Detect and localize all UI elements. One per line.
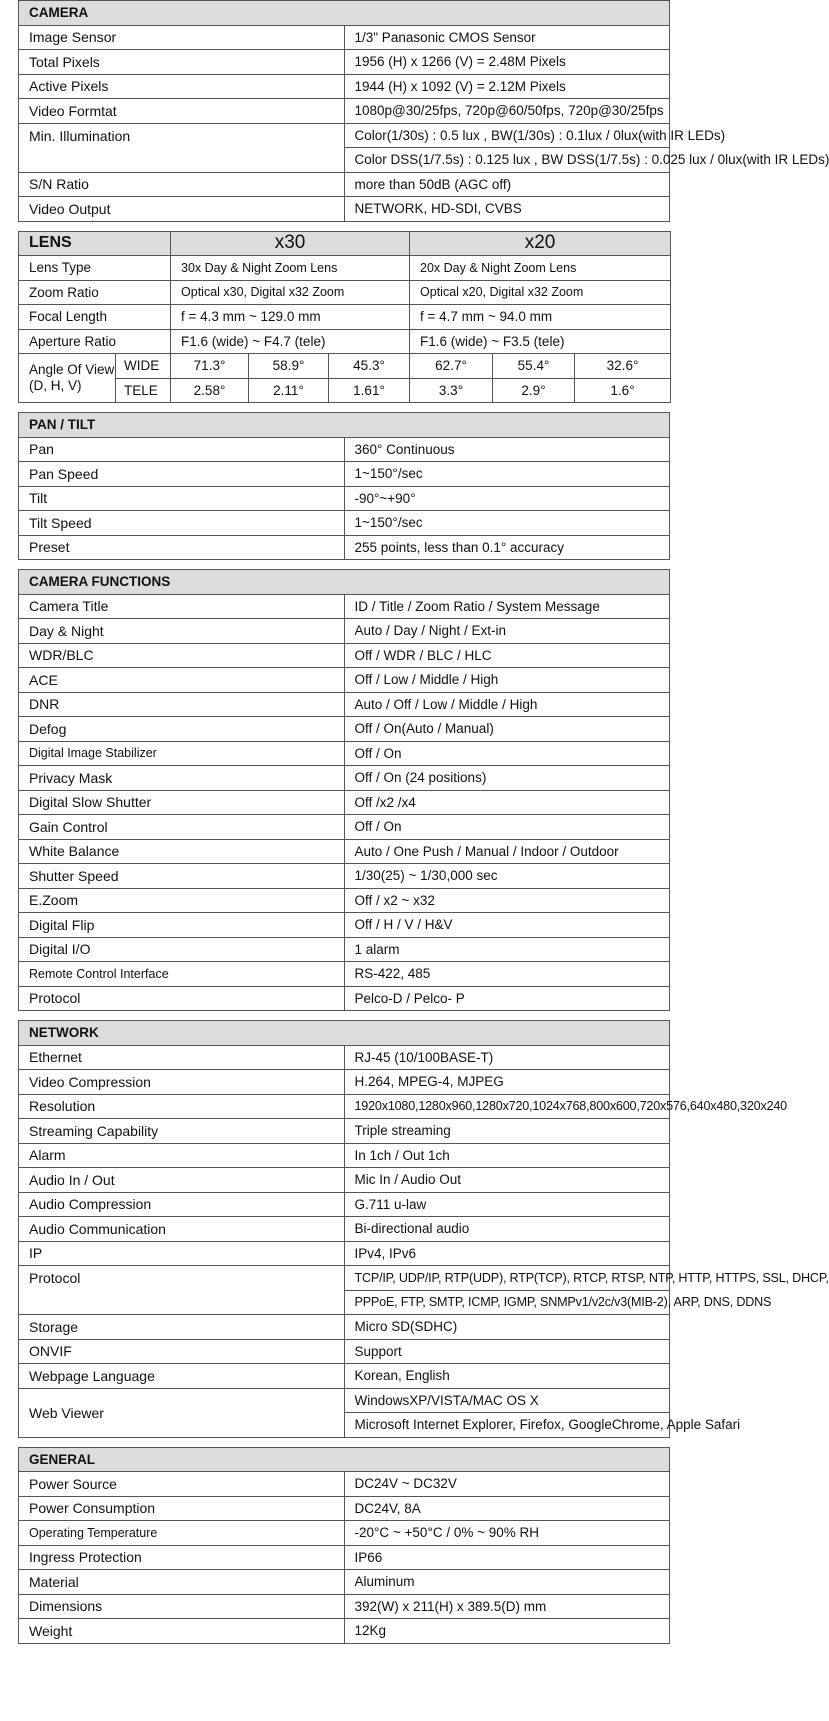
spec-row: Protocol TCP/IP, UDP/IP, RTP(UDP), RTP(TCP), RTCP, RTSP, NTP, HTTP, HTTPS, SSL, DHCP, xyxy=(19,1266,670,1291)
spec-row xyxy=(19,1545,670,1570)
spec-row xyxy=(19,535,670,560)
lens-column-x30: x30 xyxy=(171,231,410,256)
spec-value: Aluminum xyxy=(344,1570,670,1595)
section-title-pantilt: PAN / TILT xyxy=(19,413,670,438)
spec-row xyxy=(19,888,670,913)
spec-row xyxy=(19,717,670,742)
spec-row: Video Formtat 1080p@30/25fps, 720p@60/50fps, 720p@30/25fps xyxy=(19,99,670,124)
spec-label: Pan xyxy=(19,437,345,462)
spec-value: 360° Continuous xyxy=(344,437,670,462)
spec-row xyxy=(19,619,670,644)
spec-row: Microsoft Internet Explorer, Firefox, GoogleChrome, Apple Safari xyxy=(19,1413,670,1438)
spec-row: Web Viewer WindowsXP/VISTA/MAC OS X xyxy=(19,1388,670,1413)
spec-value: Off / On (24 positions) xyxy=(344,766,670,791)
spec-value: 255 points, less than 0.1° accuracy xyxy=(344,535,670,560)
spec-label: E.Zoom xyxy=(19,888,345,913)
spec-row: Color DSS(1/7.5s) : 0.125 lux , BW DSS(1/7.5s) : 0.025 lux / 0lux(with IR LEDs) xyxy=(19,148,670,173)
spec-label: White Balance xyxy=(19,839,345,864)
spec-value: 1~150°/sec xyxy=(344,511,670,536)
spec-value: Off / x2 ~ x32 xyxy=(344,888,670,913)
spec-row xyxy=(19,1594,670,1619)
section-camera xyxy=(18,0,829,222)
spec-row: Image Sensor 1/3" Panasonic CMOS Sensor xyxy=(19,25,670,50)
spec-label: Digital Slow Shutter xyxy=(19,790,345,815)
spec-row: Total Pixels 1956 (H) x 1266 (V) = 2.48M Pixels xyxy=(19,50,670,75)
spec-value: Off / On xyxy=(344,741,670,766)
spec-value: DC24V, 8A xyxy=(344,1496,670,1521)
spec-row xyxy=(19,594,670,619)
spec-row: Lens Type 30x Day & Night Zoom Lens 20x Day & Night Zoom Lens xyxy=(19,256,671,281)
spec-value: 1/30(25) ~ 1/30,000 sec xyxy=(344,864,670,889)
spec-label: Weight xyxy=(19,1619,345,1644)
spec-label: Power Source xyxy=(19,1472,345,1497)
section-title-camera: CAMERA xyxy=(19,1,670,26)
spec-row xyxy=(19,1521,670,1546)
spec-value: Auto / Off / Low / Middle / High xyxy=(344,692,670,717)
spec-value: Off / On xyxy=(344,815,670,840)
section-title-functions: CAMERA FUNCTIONS xyxy=(19,570,670,595)
section-title-network: NETWORK xyxy=(19,1021,670,1046)
spec-row xyxy=(19,692,670,717)
spec-row xyxy=(19,839,670,864)
spec-row xyxy=(19,462,670,487)
spec-row xyxy=(19,511,670,536)
spec-row: Storage Micro SD(SDHC) xyxy=(19,1315,670,1340)
section-pantilt xyxy=(18,412,670,560)
spec-row: Audio Compression G.711 u-law xyxy=(19,1192,670,1217)
spec-row: Video Output NETWORK, HD-SDI, CVBS xyxy=(19,197,670,222)
spec-value: 1 alarm xyxy=(344,937,670,962)
spec-label: Tilt Speed xyxy=(19,511,345,536)
spec-row: Streaming Capability Triple streaming xyxy=(19,1119,670,1144)
spec-label: Protocol xyxy=(19,986,345,1011)
spec-row: Audio In / Out Mic In / Audio Out xyxy=(19,1168,670,1193)
spec-value: Pelco-D / Pelco- P xyxy=(344,986,670,1011)
spec-label: Preset xyxy=(19,535,345,560)
spec-row xyxy=(19,643,670,668)
spec-row xyxy=(19,986,670,1011)
spec-value: Off / H / V / H&V xyxy=(344,913,670,938)
spec-row: IP IPv4, IPv6 xyxy=(19,1241,670,1266)
spec-label: Dimensions xyxy=(19,1594,345,1619)
spec-label: Digital Image Stabilizer xyxy=(19,741,345,766)
spec-label: Gain Control xyxy=(19,815,345,840)
spec-label: Operating Temperature xyxy=(19,1521,345,1546)
spec-row: Webpage Language Korean, English xyxy=(19,1364,670,1389)
section-lens xyxy=(18,231,670,404)
spec-row: Min. Illumination Color(1/30s) : 0.5 lux , BW(1/30s) : 0.1lux / 0lux(with IR LEDs) xyxy=(19,123,670,148)
spec-value: IP66 xyxy=(344,1545,670,1570)
spec-label: Privacy Mask xyxy=(19,766,345,791)
section-title-general: GENERAL xyxy=(19,1447,670,1472)
spec-label: WDR/BLC xyxy=(19,643,345,668)
spec-value: -20°C ~ +50°C / 0% ~ 90% RH xyxy=(344,1521,670,1546)
spec-row: Active Pixels 1944 (H) x 1092 (V) = 2.12M Pixels xyxy=(19,74,670,99)
spec-label: Ingress Protection xyxy=(19,1545,345,1570)
spec-label: Power Consumption xyxy=(19,1496,345,1521)
spec-row: Video Compression H.264, MPEG-4, MJPEG xyxy=(19,1070,670,1095)
spec-value: ID / Title / Zoom Ratio / System Message xyxy=(344,594,670,619)
spec-sheet xyxy=(18,0,829,1644)
spec-label: Pan Speed xyxy=(19,462,345,487)
spec-row: Aperture Ratio F1.6 (wide) ~ F4.7 (tele) F1.6 (wide) ~ F3.5 (tele) xyxy=(19,329,671,354)
spec-label: Remote Control Interface xyxy=(19,962,345,987)
spec-row: PPPoE, FTP, SMTP, ICMP, IGMP, SNMPv1/v2c/v3(MIB-2), ARP, DNS, DDNS xyxy=(19,1290,670,1315)
spec-row xyxy=(19,790,670,815)
spec-row xyxy=(19,913,670,938)
spec-row xyxy=(19,962,670,987)
spec-label: Digital Flip xyxy=(19,913,345,938)
spec-label: Day & Night xyxy=(19,619,345,644)
spec-row: Angle Of View (D, H, V) WIDE 71.3° 58.9° 45.3° 62.7° 55.4° 32.6° xyxy=(19,354,671,379)
spec-label: ACE xyxy=(19,668,345,693)
spec-row: Ethernet RJ-45 (10/100BASE-T) xyxy=(19,1045,670,1070)
spec-value: RS-422, 485 xyxy=(344,962,670,987)
spec-row xyxy=(19,766,670,791)
spec-label: Tilt xyxy=(19,486,345,511)
spec-row: ONVIF Support xyxy=(19,1339,670,1364)
section-general xyxy=(18,1447,670,1644)
spec-label: Camera Title xyxy=(19,594,345,619)
spec-row xyxy=(19,864,670,889)
spec-row: TELE 2.58° 2.11° 1.61° 3.3° 2.9° 1.6° xyxy=(19,378,671,403)
spec-row xyxy=(19,486,670,511)
spec-row xyxy=(19,1619,670,1644)
spec-value: Off / WDR / BLC / HLC xyxy=(344,643,670,668)
section-network xyxy=(18,1020,829,1438)
spec-value: Auto / One Push / Manual / Indoor / Outdoor xyxy=(344,839,670,864)
spec-row xyxy=(19,937,670,962)
spec-value: 1~150°/sec xyxy=(344,462,670,487)
spec-row xyxy=(19,741,670,766)
lens-column-x20: x20 xyxy=(410,231,671,256)
spec-row: Zoom Ratio Optical x30, Digital x32 Zoom Optical x20, Digital x32 Zoom xyxy=(19,280,671,305)
spec-label: Material xyxy=(19,1570,345,1595)
spec-value: 392(W) x 211(H) x 389.5(D) mm xyxy=(344,1594,670,1619)
spec-row xyxy=(19,1472,670,1497)
spec-row xyxy=(19,1570,670,1595)
spec-row xyxy=(19,668,670,693)
spec-row: Focal Length f = 4.3 mm ~ 129.0 mm f = 4.7 mm ~ 94.0 mm xyxy=(19,305,671,330)
spec-row xyxy=(19,1496,670,1521)
spec-value: -90°~+90° xyxy=(344,486,670,511)
spec-value: DC24V ~ DC32V xyxy=(344,1472,670,1497)
spec-label: Defog xyxy=(19,717,345,742)
spec-row: Audio Communication Bi-directional audio xyxy=(19,1217,670,1242)
spec-value: 12Kg xyxy=(344,1619,670,1644)
spec-label: Digital I/O xyxy=(19,937,345,962)
section-title-lens: LENS xyxy=(19,231,171,256)
spec-value: Off / On(Auto / Manual) xyxy=(344,717,670,742)
spec-row xyxy=(19,437,670,462)
spec-label: Shutter Speed xyxy=(19,864,345,889)
section-functions xyxy=(18,569,670,1011)
spec-row xyxy=(19,815,670,840)
spec-value: Off /x2 /x4 xyxy=(344,790,670,815)
spec-value: Auto / Day / Night / Ext-in xyxy=(344,619,670,644)
spec-row: S/N Ratio more than 50dB (AGC off) xyxy=(19,172,670,197)
spec-value: Off / Low / Middle / High xyxy=(344,668,670,693)
spec-row: Alarm In 1ch / Out 1ch xyxy=(19,1143,670,1168)
spec-label: DNR xyxy=(19,692,345,717)
angle-of-view-label: Angle Of View (D, H, V) xyxy=(19,354,116,403)
spec-row: Resolution 1920x1080,1280x960,1280x720,1024x768,800x600,720x576,640x480,320x240 xyxy=(19,1094,670,1119)
